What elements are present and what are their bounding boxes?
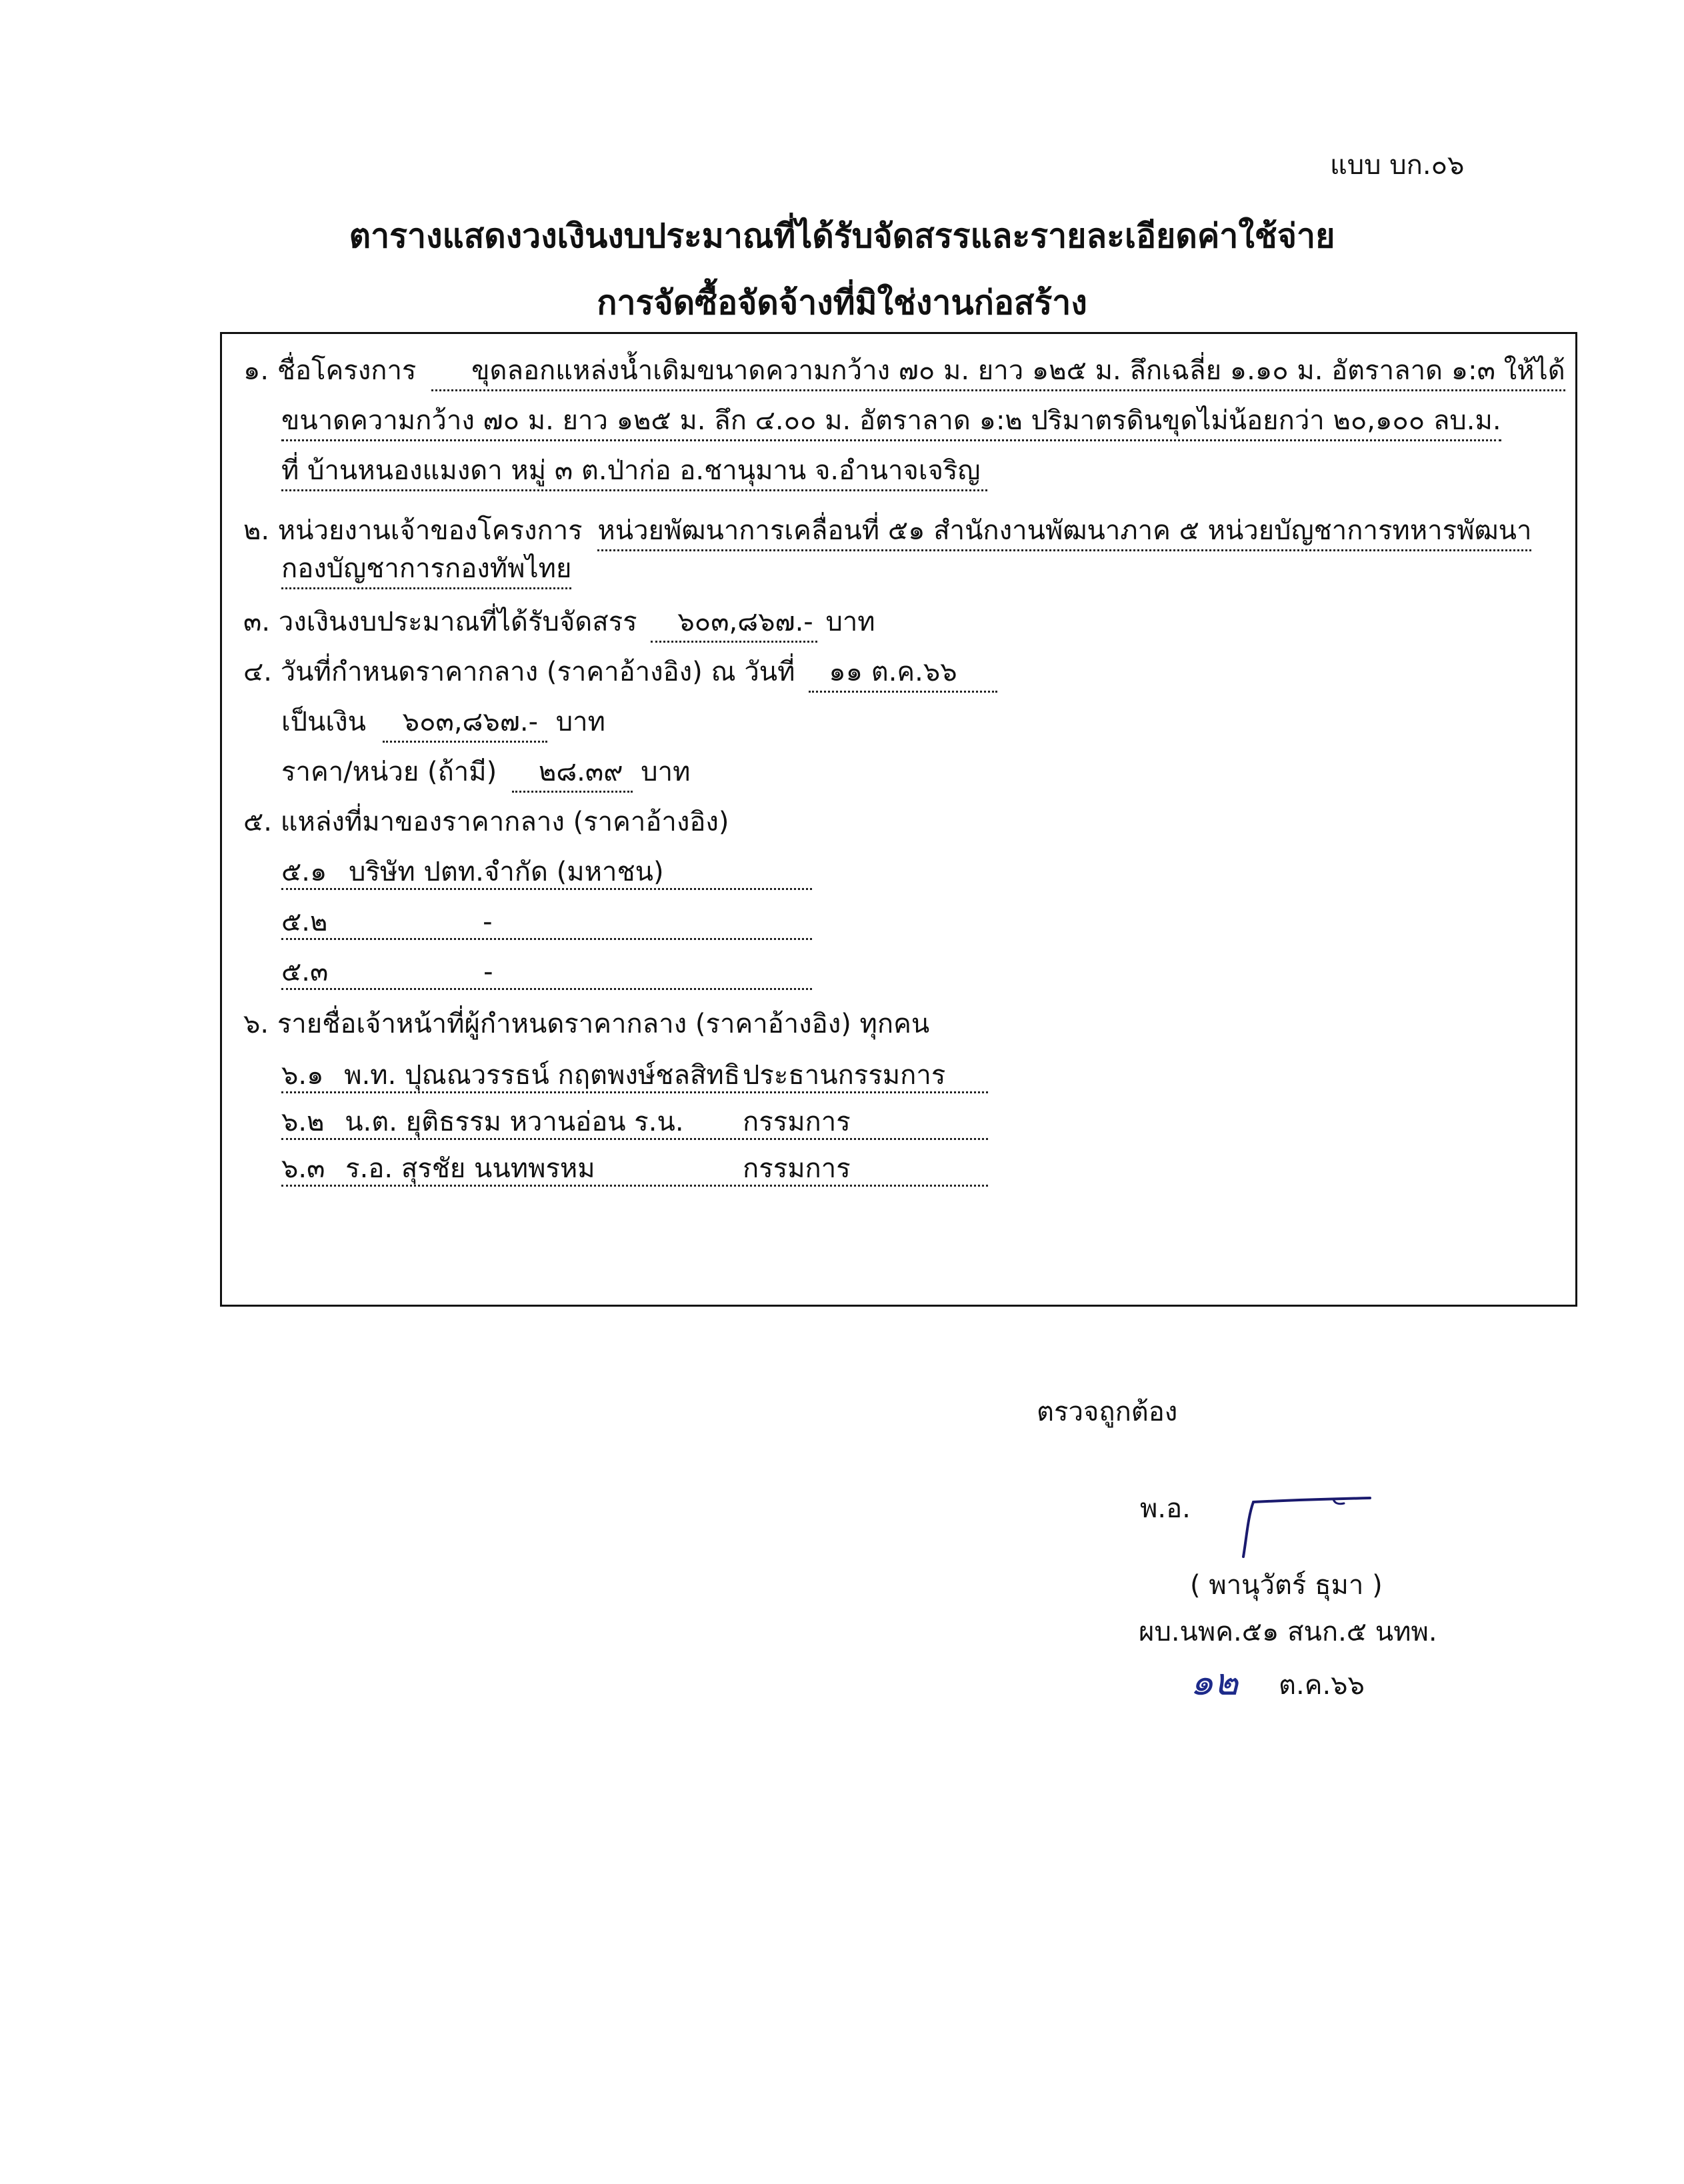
section3-label: ๓. วงเงินงบประมาณที่ได้รับจัดสรร [243, 607, 637, 637]
unit-price-label: ราคา/หน่วย (ถ้ามี) [281, 757, 497, 787]
budget-amount: ๖๐๓,๘๖๗.- [651, 603, 817, 643]
source-num: ๕.๑ [281, 857, 327, 887]
section1-row2 [281, 402, 1501, 441]
owner-unit-line2: กองบัญชาการกองทัพไทย [281, 550, 571, 589]
verify-label: ตรวจถูกต้อง [1037, 1397, 1178, 1427]
amount-label: เป็นเงิน [281, 707, 366, 737]
signature-date: ต.ค.๖๖ [1279, 1670, 1365, 1701]
committee-role: กรรมการ [743, 1107, 851, 1137]
project-location: ที่ บ้านหนองแมงดา หมู่ ๓ ต.ป่าก่อ อ.ชานุมาน จ.อำนาจเจริญ [281, 452, 987, 491]
section1-row3 [281, 452, 987, 491]
reference-amount: ๖๐๓,๘๖๗.- [383, 703, 547, 743]
section1-label: ๑. ชื่อโครงการ [243, 355, 417, 386]
committee-name: ร.อ. สุรชัย นนทพรหม [345, 1153, 595, 1184]
source-num: ๕.๓ [281, 957, 329, 987]
section6-label: ๖. รายชื่อเจ้าหน้าที่ผู้กำหนดราคากลาง (ราคาอ้างอิง) ทุกคน [243, 1009, 930, 1039]
handwritten-day: ๑๒ [1190, 1661, 1239, 1704]
source-text: - [483, 907, 493, 937]
signature-mark [1233, 1483, 1380, 1563]
section2-row2 [281, 550, 571, 589]
form-code: แบบ บก.๐๖ [1330, 150, 1465, 181]
page-title-line2: การจัดซื้อจัดจ้างที่มิใช่งานก่อสร้าง [597, 283, 1087, 322]
reference-date: ๑๑ ต.ค.๖๖ [809, 653, 997, 693]
source-num: ๕.๒ [281, 907, 328, 937]
committee-num: ๖.๓ [281, 1153, 325, 1184]
unit-price-value: ๒๘.๓๙ [512, 753, 633, 793]
signer-rank: พ.อ. [1140, 1493, 1191, 1524]
project-name-line2: ขนาดความกว้าง ๗๐ ม. ยาว ๑๒๕ ม. ลึก ๔.๐๐ ม. อัตราลาด ๑:๒ ปริมาตรดินขุดไม่น้อยกว่า ๒๐,๑๐๐ ลบ.ม. [281, 402, 1501, 441]
section1-row1 [243, 352, 1565, 391]
section4-row1 [243, 653, 997, 693]
page-title-line1: ตารางแสดงวงเงินงบประมาณที่ได้รับจัดสรรและรายละเอียดค่าใช้จ่าย [349, 217, 1335, 255]
section2-label: ๒. หน่วยงานเจ้าของโครงการ [243, 515, 583, 546]
signer-name: ( พานุวัตร์ ธุมา ) [1190, 1570, 1383, 1601]
committee-name: น.ต. ยุติธรรม หวานอ่อน ร.น. [345, 1107, 684, 1137]
source-text: - [483, 957, 493, 987]
unit-price-unit: บาท [641, 757, 691, 787]
amount-unit: บาท [555, 707, 605, 737]
source-text: บริษัท ปตท.จำกัด (มหาชน) [349, 857, 664, 887]
section3-row [243, 603, 875, 643]
committee-num: ๖.๒ [281, 1107, 325, 1137]
budget-unit: บาท [825, 607, 875, 637]
source-item-1 [281, 853, 812, 890]
section4-label: ๔. วันที่กำหนดราคากลาง (ราคาอ้างอิง) ณ วันที่ [243, 657, 795, 687]
owner-unit-line1: หน่วยพัฒนาการเคลื่อนที่ ๕๑ สำนักงานพัฒนาภาค ๕ หน่วยบัญชาการทหารพัฒนา [597, 512, 1531, 551]
committee-num: ๖.๑ [281, 1060, 324, 1091]
section4-row3 [281, 753, 690, 793]
committee-role: ประธานกรรมการ [743, 1060, 946, 1091]
committee-role: กรรมการ [743, 1153, 851, 1184]
committee-row-2 [281, 1103, 988, 1140]
committee-name: พ.ท. ปุณณวรรธน์ กฤตพงษ์ชลสิทธิ [344, 1060, 741, 1091]
section4-row2 [281, 703, 605, 743]
committee-row-1 [281, 1057, 988, 1093]
source-item-3 [281, 953, 812, 990]
project-name-line1: ขุดลอกแหล่งน้ำเดิมขนาดความกว้าง ๗๐ ม. ยาว ๑๒๕ ม. ลึกเฉลี่ย ๑.๑๐ ม. อัตราลาด ๑:๓ ให้ได้ [431, 352, 1565, 391]
signer-position: ผบ.นพค.๕๑ สนก.๕ นทพ. [1139, 1617, 1437, 1647]
committee-row-3 [281, 1150, 988, 1187]
section5-label: ๕. แหล่งที่มาของราคากลาง (ราคาอ้างอิง) [243, 807, 729, 837]
source-item-2 [281, 903, 812, 940]
section2-row1 [243, 512, 1531, 551]
